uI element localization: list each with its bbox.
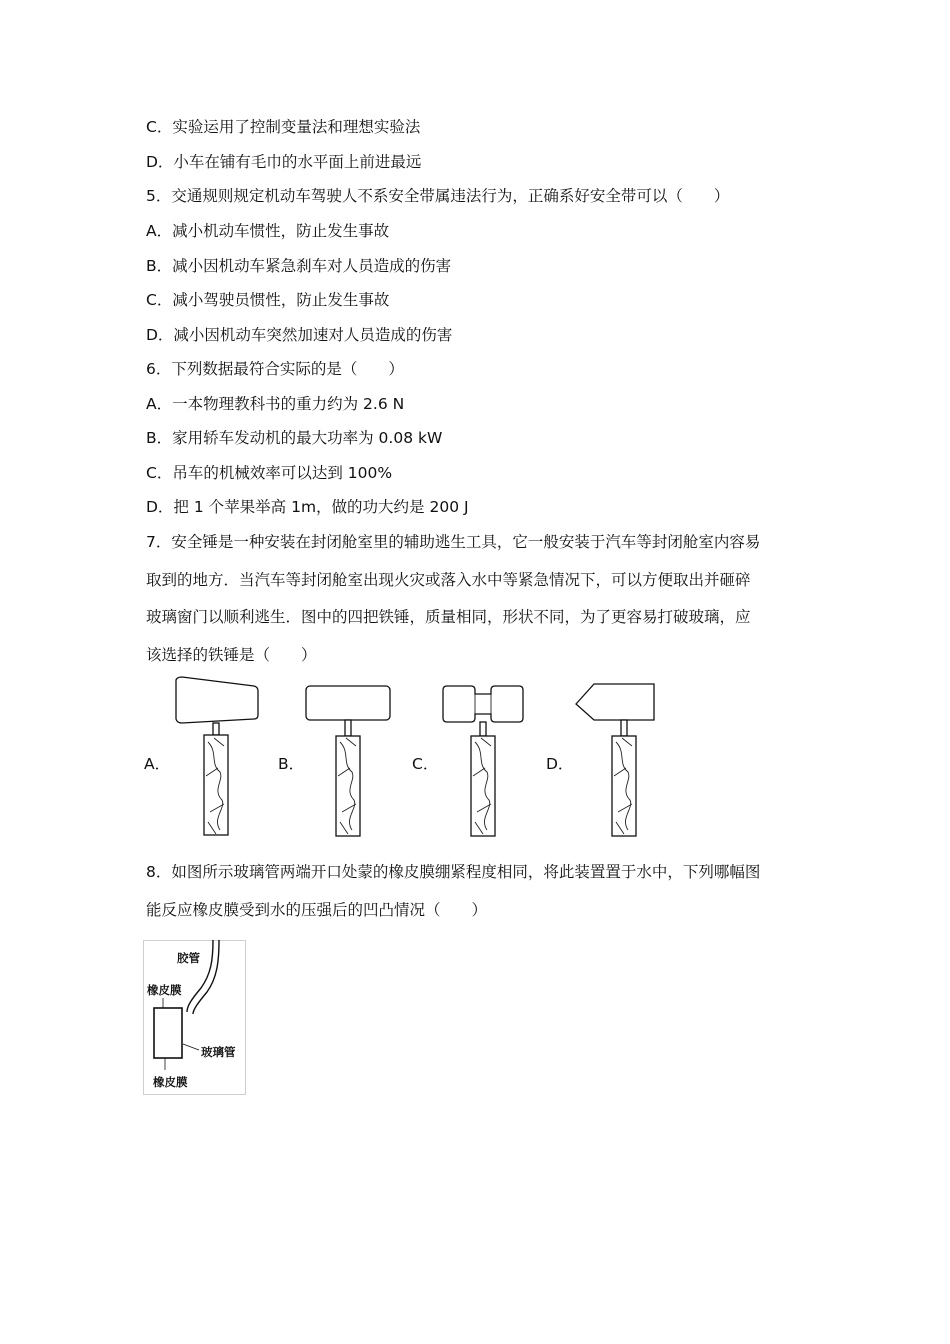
option-5c: C．减小驾驶员惯性，防止发生事故 [146,291,390,309]
label-hose: 胶管 [177,951,200,965]
question-8-line1: 8．如图所示玻璃管两端开口处蒙的橡皮膜绷紧程度相同，将此装置置于水中，下列哪幅图 [146,863,761,881]
line-q4d: D．小车在铺有毛巾的水平面上前进最远 [146,153,422,171]
question-7-line3: 玻璃窗门以顺利逃生．图中的四把铁锤，质量相同，形状不同，为了更容易打破玻璃，应 [146,608,751,626]
line-q4c: C．实验运用了控制变量法和理想实验法 [146,118,421,136]
hammer-label-a: A． [144,755,171,773]
option-5d: D．减小因机动车突然加速对人员造成的伤害 [146,326,453,344]
option-6a: A．一本物理教科书的重力约为 2.6 N [146,395,405,413]
question-6: 6．下列数据最符合实际的是（ ） [146,360,404,378]
hammer-a-figure [168,672,268,840]
question-7-line2: 取到的地方．当汽车等封闭舱室出现火灾或落入水中等紧急情况下，可以方便取出并砸碎 [146,571,751,589]
hammer-label-b: B． [278,755,305,773]
hammer-label-c: C． [412,755,439,773]
hammer-d-figure [568,680,668,840]
hammer-label-d: D． [546,755,574,773]
question-5: 5．交通规则规定机动车驾驶人不系安全带属违法行为，正确系好安全带可以（ ） [146,187,730,205]
label-glass-tube: 玻璃管 [201,1045,236,1059]
option-6d: D．把 1 个苹果举高 1m，做的功大约是 200 J [146,498,469,516]
option-6c: C．吊车的机械效率可以达到 100% [146,464,393,482]
question-7-line4: 该选择的铁锤是（ ） [146,646,317,664]
label-membrane-top: 橡皮膜 [147,983,182,997]
question-7-line1: 7．安全锤是一种安装在封闭舱室里的辅助逃生工具，它一般安装于汽车等封闭舱室内容易 [146,533,761,551]
hammer-b-figure [298,680,398,840]
option-6b: B．家用轿车发动机的最大功率为 0.08 kW [146,429,443,447]
glass-tube-diagram [143,940,247,1096]
option-5b: B．减小因机动车紧急刹车对人员造成的伤害 [146,257,452,275]
hammer-c-figure [433,680,533,840]
option-5a: A．减小机动车惯性，防止发生事故 [146,222,390,240]
question-8-line2: 能反应橡皮膜受到水的压强后的凹凸情况（ ） [146,901,488,919]
glass-tube [154,1008,182,1058]
label-membrane-bottom: 橡皮膜 [153,1075,188,1089]
